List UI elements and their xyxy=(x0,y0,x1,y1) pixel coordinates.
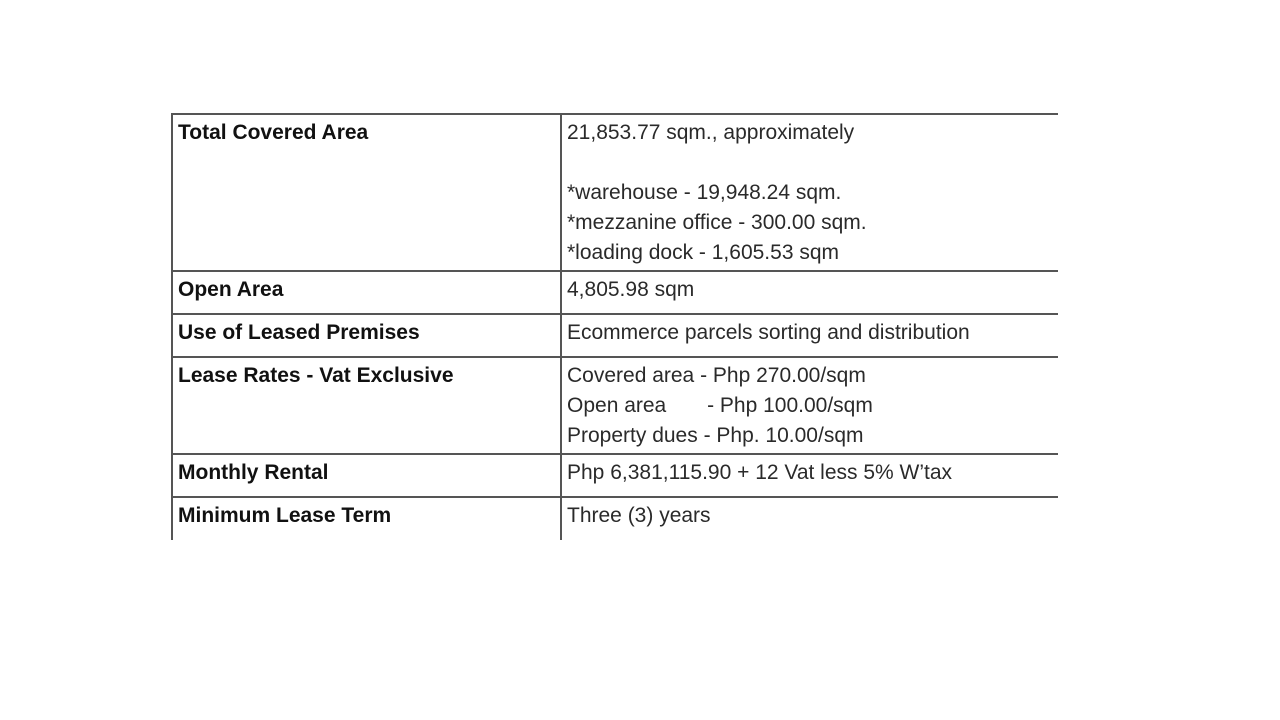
value-line: 4,805.98 sqm xyxy=(567,278,695,301)
table-row-monthly-rental xyxy=(172,454,1058,497)
value-line: 21,853.77 sqm., approximately xyxy=(567,121,855,144)
label-open-area: Open Area xyxy=(172,271,561,314)
lease-terms-table xyxy=(171,113,1058,540)
value-line: *mezzanine office - 300.00 sqm. xyxy=(567,211,867,234)
value-line: Php 6,381,115.90 + 12 Vat less 5% W’tax xyxy=(567,461,953,484)
value-line: *loading dock - 1,605.53 sqm xyxy=(567,241,840,264)
value-line: *warehouse - 19,948.24 sqm. xyxy=(567,181,842,204)
value-line: Property dues - Php. 10.00/sqm xyxy=(567,424,864,447)
value-open-area xyxy=(561,271,1058,314)
value-line: Three (3) years xyxy=(567,504,711,527)
value-minimum-lease-term xyxy=(561,497,1058,540)
value-line: Ecommerce parcels sorting and distribution xyxy=(567,321,970,344)
label-monthly-rental: Monthly Rental xyxy=(172,454,561,497)
value-use-of-leased-premises xyxy=(561,314,1058,357)
lease-terms-table-container xyxy=(171,113,1058,540)
value-total-covered-area xyxy=(561,114,1058,271)
label-total-covered-area: Total Covered Area xyxy=(172,114,561,271)
value-monthly-rental xyxy=(561,454,1058,497)
table-row-minimum-lease-term xyxy=(172,497,1058,540)
value-line: Open area - Php 100.00/sqm xyxy=(567,394,873,417)
table-row-total-covered-area xyxy=(172,114,1058,271)
blank-line xyxy=(567,148,1053,178)
table-row-use-of-leased-premises xyxy=(172,314,1058,357)
table-row-open-area xyxy=(172,271,1058,314)
value-line: Covered area - Php 270.00/sqm xyxy=(567,364,866,387)
label-minimum-lease-term: Minimum Lease Term xyxy=(172,497,561,540)
label-lease-rates: Lease Rates - Vat Exclusive xyxy=(172,357,561,454)
value-lease-rates xyxy=(561,357,1058,454)
table-row-lease-rates xyxy=(172,357,1058,454)
label-use-of-leased-premises: Use of Leased Premises xyxy=(172,314,561,357)
